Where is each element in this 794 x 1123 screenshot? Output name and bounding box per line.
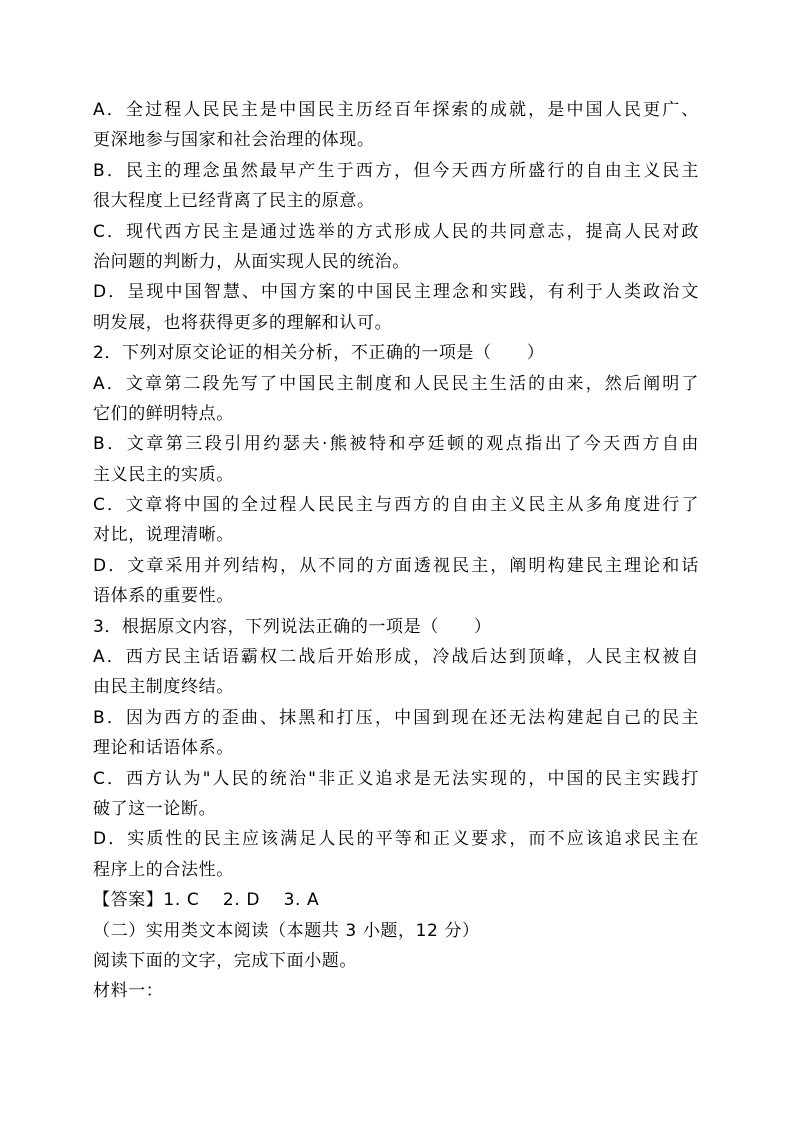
instruction-line: 阅读下面的文字，完成下面小题。: [93, 950, 357, 971]
text-line: 明发展，也将获得更多的理解和认可。: [93, 312, 393, 333]
text-line: 更深地参与国家和社会治理的体现。: [93, 130, 375, 151]
question-line: 2．下列对原交论证的相关分析，不正确的一项是（ ）: [93, 343, 545, 364]
text-line: C．文章将中国的全过程人民民主与西方的自由主义民主从多角度进行了: [93, 495, 699, 516]
document-page: [93, 95, 699, 1007]
material-label: 材料一：: [93, 981, 164, 1002]
text-line: C．现代西方民主是通过选举的方式形成人民的共同意志，提高人民对政: [93, 221, 699, 242]
text-line: B．民主的理念虽然最早产生于西方，但今天西方所盛行的自由主义民主: [93, 160, 699, 181]
text-line: 由民主制度终结。: [93, 677, 234, 698]
text-line: 对比，说理清晰。: [93, 525, 234, 546]
text-line: D．实质性的民主应该满足人民的平等和正义要求，而不应该追求民主在: [93, 829, 699, 850]
text-line: A．西方民主话语霸权二战后开始形成，冷战后达到顶峰，人民主权被自: [93, 647, 699, 668]
text-line: 主义民主的实质。: [93, 464, 234, 485]
text-line: B．文章第三段引用约瑟夫·熊被特和亭廷顿的观点指出了今天西方自由: [93, 434, 699, 455]
text-line: A．文章第二段先写了中国民主制度和人民民主生活的由来，然后阐明了: [93, 373, 699, 394]
text-line: 它们的鲜明特点。: [93, 403, 234, 424]
question-line: 3．根据原文内容，下列说法正确的一项是（ ）: [93, 616, 492, 637]
text-line: A．全过程人民民主是中国民主历经百年探索的成就，是中国人民更广、: [93, 100, 699, 120]
text-line: 破了这一论断。: [93, 798, 217, 819]
text-line: B．因为西方的歪曲、抹黑和打压，中国到现在还无法构建起自己的民主: [93, 707, 699, 728]
section-heading: （二）实用类文本阅读（本题共 3 小题，12 分）: [93, 920, 480, 941]
text-line: D．文章采用并列结构，从不同的方面透视民主，阐明构建民主理论和话: [93, 555, 699, 576]
text-line: 治问题的判断力，从面实现人民的统治。: [93, 251, 410, 272]
answer-line: 【答案】1. C 2. D 3. A: [93, 890, 320, 911]
text-line: 语体系的重要性。: [93, 586, 234, 607]
text-line: D．呈现中国智慧、中国方案的中国民主理念和实践，有利于人类政治文: [93, 282, 699, 303]
text-line: 程序上的合法性。: [93, 859, 234, 880]
text-line: 理论和话语体系。: [93, 738, 234, 759]
text-line: C．西方认为"人民的统治"非正义追求是无法实现的，中国的民主实践打: [93, 768, 699, 789]
text-line: 很大程度上已经背离了民主的原意。: [93, 191, 375, 212]
